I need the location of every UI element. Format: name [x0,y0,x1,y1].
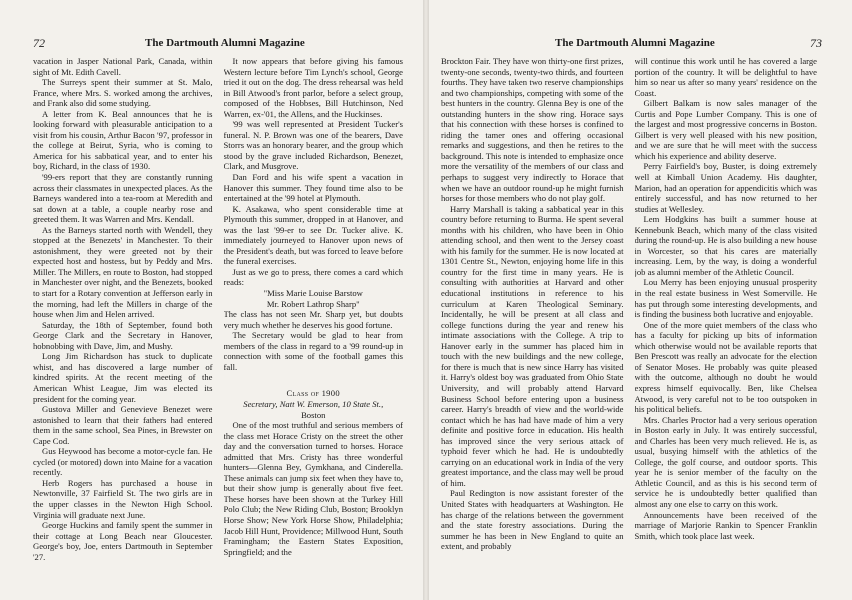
secretary-city: Boston [301,409,326,420]
right-column-2 [635,56,818,592]
paragraph: Dan Ford and his wife spent a vacation in Hanover this summer. They found time also to be entertained at the '99 hotel at Plymouth. [223,172,403,204]
paragraph: Long Jim Richardson has stuck to duplicate whist, and has discovered a large number of kindred spirits. At the recent meeting of the American Whist League, Jim was elected its president for the coming year. [33,351,213,404]
paragraph: George Huckins and family spent the summer in their cottage at Long Beach near Gloucester. George's boy, Joe, enters Dartmouth in September '27. [33,520,213,562]
paragraph: The class has not seen Mr. Sharp yet, but doubts very much whether he deserves his good fortune. [223,309,403,330]
paragraph: Lou Merry has been enjoying unusual prosperity in the real estate business in West Somerville. He has put through some interesting developments, and is finding the business both lucrative and enjoyable. [634,277,817,320]
paragraph: will continue this work until he has covered a large portion of the country. It will be delightful to have him so near us after so many years' residence on the Coast. [634,56,817,98]
paragraph: The Surreys spent their summer at St. Malo, France, where Mrs. S. worked among the archives, and Frank also did some studying. [33,77,213,109]
paragraph: Herb Rogers has purchased a house in Newtonville, 37 Fairfield St. The two girls are in the upper classes in the Newton High School. Virginia will graduate next June. [33,477,213,520]
left-page [0,0,423,600]
paragraph: As the Barneys started north with Wendell, they stopped at the Benezets' in Manchester. To their astonishment, they were greeted not by their expected host and hostess, but by Peddy and Mrs. Miller. The Millers, en route to Boston, had stopped in Manchester over night, and the Benezets, booked to start for a Rotary convention at Jefferson early in the morning, had left the Millers in charge of the house when Jim and Helen arrived. [33,224,213,320]
paragraph: A letter from K. Beal announces that he is looking forward with pleasurable anticipation to a visit from his cousin, Arthur Bacon '97, professor in the college at Beirut, Syria, who is coming to America for his sabbatical year, and to enter his boy, Richard, in the class of 1930. [33,108,213,172]
card-quote-line: "Miss Marie Louise Barstow [263,288,363,299]
left-running-title: The Dartmouth Alumni Magazine [145,37,305,49]
paragraph: The Secretary would be glad to hear from members of the class in regard to a '99 round-up in connection with some of the football games this fall. [223,330,403,372]
card-quote-line: Mr. Robert Lathrop Sharp" [266,298,360,309]
paragraph: Paul Redington is now assistant forester of the United States with headquarters at Washington. He has charge of the relations between the government and the state forestry associations. During the summer he has been in New England to quite an extent, and probably [441,488,624,552]
paragraph: Gus Heywood has become a motor-cycle fan. He cycled (or motored) down into Maine for a vacation recently. [33,446,213,478]
paragraph: vacation in Jasper National Park, Canada, within sight of Mt. Edith Cavell. [33,56,213,77]
paragraph: K. Asakawa, who spent considerable time at Plymouth this summer, dropped in at Hanover, and was the last '99-er to see Dr. Tucker alive. K. immediately journeyed to Hanover upon news of the President's death, but was forced to leave before the funeral exercises. [223,203,403,267]
right-page-number: 73 [810,36,822,50]
paragraph: Perry Fairfield's boy, Buster, is doing extremely well at Kimball Union Academy. His daughter, Marion, had an operation for appendicitis which was entirely successful, and has now returned to her studies at Wellesley. [634,161,817,214]
paragraph: Brockton Fair. They have won thirty-one first prizes, twenty-one seconds, twenty-two thirds, and fourteen fourths. They have taken two reserve championships and two championships, competing with some of the best hunters in the country. Glenna Bey is one of the outstanding hunters in the show ring. Horace says that his connection with these horses is confined to riding the tamer ones and offering occasional remarks and suggestions, and then he retires to the background. This note is intended to emphasize once more the versatility of the members of our class and perhaps to suggest very indirectly to Horace that when we have an outdoor round-up he might furnish horses for those members who do not play golf. [441,56,624,204]
left-page-columns [33,56,403,592]
right-page [429,0,852,600]
left-column-2 [224,56,404,592]
class-heading: Class of 1900 [286,388,340,399]
paragraph: Gustova Miller and Genevieve Benezet were astonished to learn that their fathers had entered them in the same school, Sea Pines, in Brewster on Cape Cod. [33,404,213,446]
right-running-title: The Dartmouth Alumni Magazine [555,37,715,49]
paragraph: Harry Marshall is taking a sabbatical year in this country before returning to Burma. He spent several months with his children, who have been in Ohio attending school, and then went to the Jersey coast with his family for the summer. He is now located at 1301 Centre St., Newton, enjoying home life in this country for the first time in many years. He is consulting with authorities at Harvard and other educational institutions in reference to his curriculum at Karen Theological Seminary. Incidentally, he will be present at all class and college functions during the year and renew his intimate associations with the College. A trip to Hanover early in the summer has placed him in touch with the new buildings and the new college, for there is much that is new since Harry has visited it. Harry's oldest boy was graduated from Ohio State University, and will probably attend Harvard Business School before entering upon a business career. Harry's breadth of view and the world-wide contact which he has had have made of him a very definite and positive force in education. His health has improved since the very serious attack of typhoid fever which he had. He is undoubtedly carrying on an educational work in India of the very greatest importance, and the class may well be proud of him. [441,203,624,488]
right-page-header [439,36,822,50]
paragraph: Just as we go to press, there comes a card which reads: [223,266,403,288]
paragraph: One of the most truthful and serious members of the class met Horace Cristy on the street the other day and the conversation turned to horses. Horace admitted that Mrs. Cristy has three wonderful hunters—Glenna Bey, Gymkhana, and Cinderella. These animals can jump six feet when they have to, but their show jump is generally about five feet. These horses have been shown at the Turkey Hill Polo Club; the New Riding Club, Boston; Brooklyn Horse Show; New York Horse Show, Philadelphia; Jacob Hill Hunt, Providence; Millwood Hunt, South Framingham; the Eastern States Exposition, Springfield; and the [223,420,403,557]
secretary-line: Secretary, Natt W. Emerson, 10 State St., [243,398,384,409]
paragraph: '99 was well represented at President Tucker's funeral. N. P. Brown was one of the bearers, Dave Storrs was an honorary bearer, and the group which stood by the grave included Richardson, Benezet, Clark, and Musgrove. [223,119,403,172]
right-column-1 [441,56,624,592]
paragraph: '99-ers report that they are constantly running across their classmates in unexpected places. As the Barneys wandered into a tea-room at Meredith and sat down at a table, a couple nearby rose and greeted them. It was Warren and Mrs. Kendall. [33,172,213,225]
left-page-number: 72 [33,36,45,50]
left-page-header [33,36,413,50]
section-spacer [224,372,404,382]
right-page-columns [441,56,817,592]
paragraph: One of the more quiet members of the class who has a faculty for picking up bits of information which otherwise would not be available reports that Ben Prescott was really an advocate for the election of Senator Moses. He probably was quite pleased with the outcome, although no doubt he would express himself equivocally. Ben, like Chelsea Atwood, is very careful not to be too outspoken in his political beliefs. [634,319,817,415]
paragraph: Saturday, the 18th of September, found both George Clark and the Secretary in Hanover, hobnobbing with Dave, Jim, and Mushy. [33,319,213,351]
paragraph: Lem Hodgkins has built a summer house at Kennebunk Beach, which many of the class visited during the round-up. He is also building a new house in Worcester, so that his cares are materially increasing. Lem, by the way, is doing a wonderful job as alumni member of the Athletic Council. [634,214,817,277]
paragraph: Gilbert Balkam is now sales manager of the Curtis and Pope Lumber Company. This is one of the largest and most progressive concerns in Boston. Gilbert is very well pleased with his new position, and we are sure that he will meet with the success which his experience and ability deserve. [634,98,817,161]
paragraph: It now appears that before giving his famous Western lecture before Tim Lynch's school, George tried it out on the dog. The dress rehearsal was held in Bill Atwood's front parlor, before a select group, composed of the Hobbses, Bill Hutchinson, Ned Warren, ex-'01, the Allens, and the Huckinses. [223,56,403,119]
paragraph: Mrs. Charles Proctor had a very serious operation in Boston early in July. It was entirely successful, and Charles has been very much relieved. He is, as usual, busying himself with the athletics of the College, the golf course, and outdoor sports. This year he is senior member of the faculty on the Athletic Council, and as this is his second term of service he is undoubtedly better qualified than almost any one else to carry on this work. [634,414,817,509]
paragraph: Announcements have been received of the marriage of Marjorie Rankin to Spencer Franklin Smith, which took place last week. [634,509,817,541]
left-column-1 [33,56,213,592]
